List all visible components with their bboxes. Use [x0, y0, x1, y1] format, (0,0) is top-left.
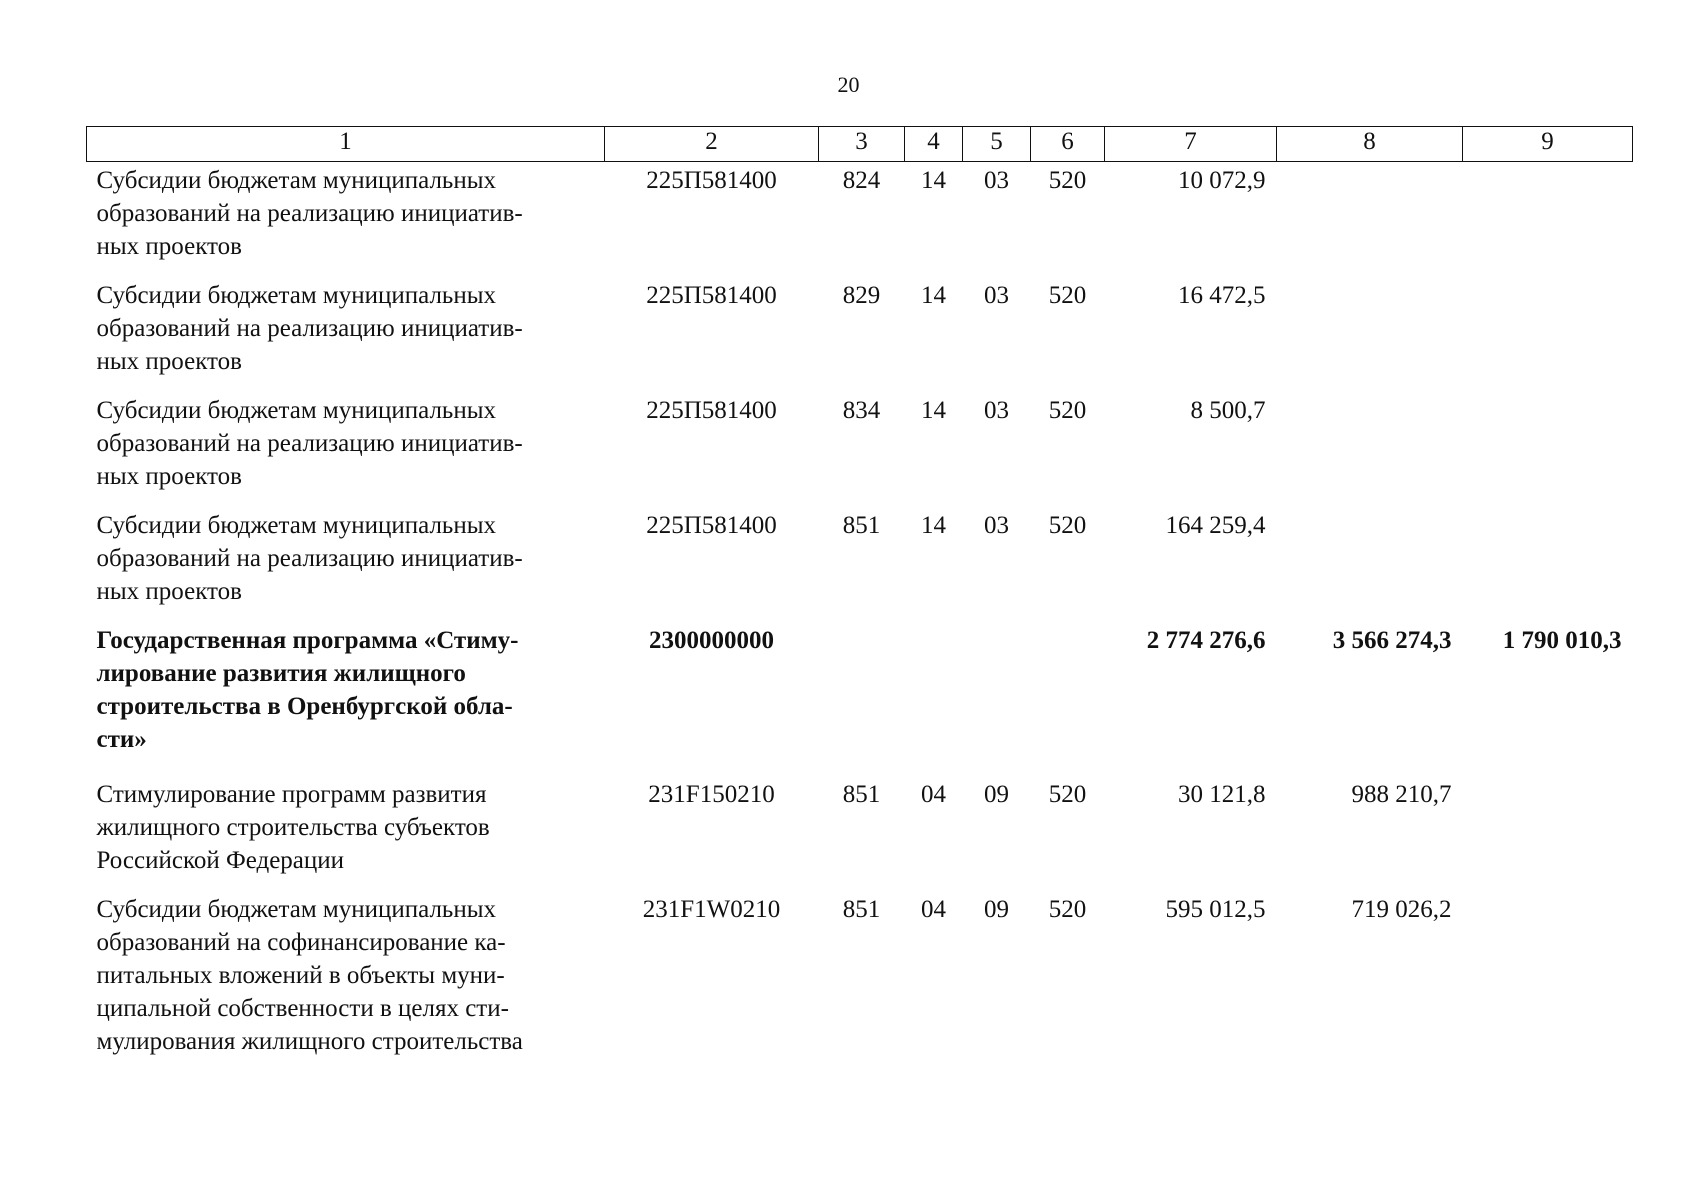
row-col-4: 04: [921, 781, 946, 808]
row-target-code: 225П581400: [646, 512, 777, 539]
row-target-code: 225П581400: [646, 167, 777, 194]
row-col-3: 834: [842, 397, 881, 424]
row-amount-8: [1277, 509, 1463, 624]
row-col-5: 03: [984, 167, 1009, 194]
row-amount-7: 2 774 276,6: [1146, 627, 1266, 654]
row-amount-7: 595 012,5: [1165, 896, 1266, 923]
row-col-6: 520: [1048, 896, 1087, 923]
description-line: ципальной собственности в целях сти-: [96, 995, 509, 1022]
row-description: [87, 394, 605, 509]
description-line: ных проектов: [96, 578, 242, 605]
table-header: [87, 127, 1633, 162]
row-amount-9: [1463, 279, 1633, 394]
row-amount-7: 30 121,8: [1178, 781, 1266, 808]
row-amount-9: [1463, 509, 1633, 624]
row-amount-9: [1463, 394, 1633, 509]
description-line: ных проектов: [96, 463, 242, 490]
description-line: Субсидии бюджетам муниципальных: [96, 896, 497, 923]
row-amount-7: 16 472,5: [1178, 282, 1266, 309]
table-row: [87, 509, 1633, 624]
row-amount-9: 1 790 010,3: [1502, 627, 1622, 654]
row-amount-8: [1277, 394, 1463, 509]
row-amount-9: [1463, 778, 1633, 893]
row-amount-7: 10 072,9: [1178, 167, 1266, 194]
row-description: [87, 624, 605, 778]
row-amount-8: 988 210,7: [1351, 781, 1452, 808]
budget-table: [86, 126, 1633, 1074]
row-col-6: 520: [1048, 167, 1087, 194]
description-line: мулирования жилищного строительства: [96, 1028, 523, 1055]
column-header-4: 4: [905, 127, 963, 162]
column-header-7: 7: [1105, 127, 1277, 162]
row-target-code: 2300000000: [649, 627, 774, 654]
row-col-5: 03: [984, 397, 1009, 424]
row-description: [87, 893, 605, 1074]
description-line: образований на реализацию инициатив-: [96, 200, 523, 227]
header-row: [87, 127, 1633, 162]
column-header-3: 3: [819, 127, 905, 162]
row-col-4: 14: [921, 167, 946, 194]
row-amount-7: 164 259,4: [1165, 512, 1266, 539]
description-line: строительства в Оренбургской обла-: [96, 693, 513, 720]
row-col-3: 851: [842, 781, 881, 808]
row-target-code: 231F1W0210: [642, 896, 781, 923]
description-line: Субсидии бюджетам муниципальных: [96, 512, 497, 539]
row-description: [87, 778, 605, 893]
row-col-5: 03: [984, 512, 1009, 539]
row-col-3: 829: [842, 282, 881, 309]
row-col-5: 03: [984, 282, 1009, 309]
table-row: [87, 893, 1633, 1074]
row-target-code: 231F150210: [648, 781, 775, 808]
row-amount-9: [1463, 893, 1633, 1074]
table-row: [87, 279, 1633, 394]
row-col-6: 520: [1048, 512, 1087, 539]
row-amount-8: [1277, 162, 1463, 280]
column-header-1: 1: [87, 127, 605, 162]
description-line: ных проектов: [96, 348, 242, 375]
table-row: [87, 778, 1633, 893]
row-amount-8: [1277, 279, 1463, 394]
row-col-3: 851: [842, 896, 881, 923]
row-col-6: 520: [1048, 282, 1087, 309]
row-col-6: [1031, 624, 1105, 778]
description-line: ных проектов: [96, 233, 242, 260]
table-row: [87, 624, 1633, 778]
description-line: жилищного строительства субъектов: [96, 814, 490, 841]
row-col-3: [819, 624, 905, 778]
description-line: образований на реализацию инициатив-: [96, 315, 523, 342]
description-line: образований на реализацию инициатив-: [96, 545, 523, 572]
row-col-4: 14: [921, 512, 946, 539]
description-line: Стимулирование программ развития: [96, 781, 487, 808]
row-col-5: [963, 624, 1031, 778]
description-line: сти»: [96, 726, 147, 753]
table-row: [87, 162, 1633, 280]
description-line: Российской Федерации: [96, 847, 345, 874]
row-col-4: [905, 624, 963, 778]
row-amount-8: 3 566 274,3: [1332, 627, 1452, 654]
description-line: образований на реализацию инициатив-: [96, 430, 523, 457]
column-header-9: 9: [1463, 127, 1633, 162]
description-line: Субсидии бюджетам муниципальных: [96, 397, 497, 424]
row-amount-8: 719 026,2: [1351, 896, 1452, 923]
row-col-4: 14: [921, 397, 946, 424]
description-line: Субсидии бюджетам муниципальных: [96, 167, 497, 194]
column-header-2: 2: [605, 127, 819, 162]
page-number: 20: [837, 72, 860, 97]
description-line: лирование развития жилищного: [96, 660, 466, 687]
row-description: [87, 162, 605, 280]
description-line: питальных вложений в объекты муни-: [96, 962, 505, 989]
row-col-3: 824: [842, 167, 881, 194]
table-body: [87, 162, 1633, 1075]
row-col-6: 520: [1048, 397, 1087, 424]
row-description: [87, 279, 605, 394]
column-header-8: 8: [1277, 127, 1463, 162]
row-description: [87, 509, 605, 624]
row-target-code: 225П581400: [646, 397, 777, 424]
row-col-4: 04: [921, 896, 946, 923]
description-line: Субсидии бюджетам муниципальных: [96, 282, 497, 309]
table-row: [87, 394, 1633, 509]
row-col-4: 14: [921, 282, 946, 309]
row-amount-7: 8 500,7: [1190, 397, 1266, 424]
row-col-6: 520: [1048, 781, 1087, 808]
row-col-5: 09: [984, 896, 1009, 923]
row-amount-9: [1463, 162, 1633, 280]
row-col-3: 851: [842, 512, 881, 539]
description-line: образований на софинансирование ка-: [96, 929, 506, 956]
column-header-6: 6: [1031, 127, 1105, 162]
description-line: Государственная программа «Стиму-: [96, 627, 519, 654]
row-target-code: 225П581400: [646, 282, 777, 309]
column-header-5: 5: [963, 127, 1031, 162]
row-col-5: 09: [984, 781, 1009, 808]
